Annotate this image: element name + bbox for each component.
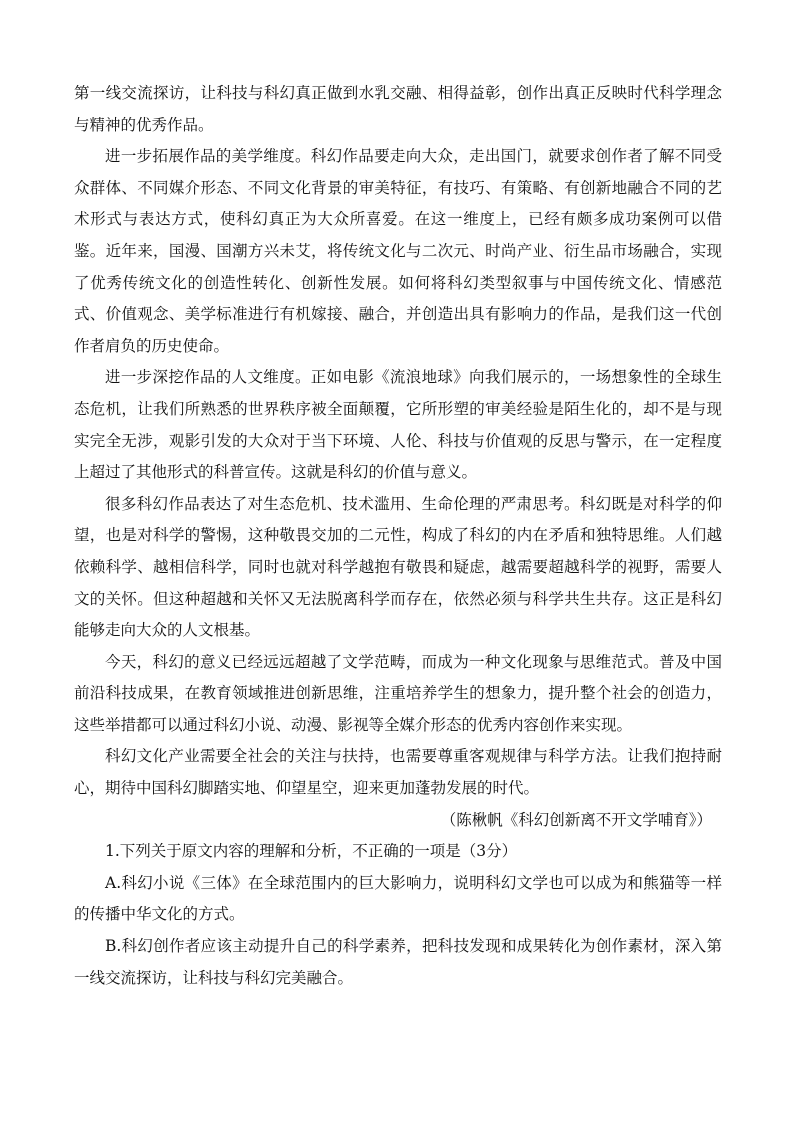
paragraph-industry-support: 科幻文化产业需要全社会的关注与扶持，也需要尊重客观规律与科学方法。让我们抱持耐心，期待中国科幻脚踏实地、仰望星空，迎来更加蓬勃发展的时代。 [74, 747, 722, 798]
paragraph-science-reflection: 很多科幻作品表达了对生态危机、技术滥用、生命伦理的严肃思考。科幻既是对科学的仰望，也是对科学的警惕，这种敬畏交加的二元性，构成了科幻的内在矛盾和独特思维。人们越依赖科学、越相信科学，同时也就对科学越抱有敬畏和疑虑，越需要超越科学的视野，需要人文的关怀。但这种超越和关怀又无法脱离科学而存在，依然必须与科学共生共存。这正是科幻能够走向大众的人文根基。 [74, 494, 722, 640]
paragraph-continuation: 第一线交流探访，让科技与科幻真正做到水乳交融、相得益彰，创作出真正反映时代科学理念与精神的优秀作品。 [74, 84, 722, 134]
document-page [74, 78, 722, 994]
paragraph-cultural-significance: 今天，科幻的意义已经远远超越了文学范畴，而成为一种文化现象与思维范式。普及中国前沿科技成果，在教育领域推进创新思维，注重培养学生的想象力，提升整个社会的创造力，这些举措都可以通过科幻小说、动漫、影视等全媒介形态的优秀内容创作来实现。 [74, 652, 722, 734]
source-citation: （陈楸帆《科幻创新离不开文学哺育》） [440, 810, 712, 829]
paragraph-humanistic-dimension: 进一步深挖作品的人文维度。正如电影《流浪地球》向我们展示的，一场想象性的全球生态危机，让我们所熟悉的世界秩序被全面颠覆，它所形塑的审美经验是陌生化的，却不是与现实完全无涉，观影引发的大众对于当下环境、人伦、科技与价值观的反思与警示，在一定程度上超过了其他形式的科普宣传。这就是科幻的价值与意义。 [74, 368, 722, 482]
option-b: B.科幻创作者应该主动提升自己的科学素养，把科技发现和成果转化为创作素材，深入第一线交流探访，让科技与科幻完美融合。 [74, 937, 722, 987]
option-a: A.科幻小说《三体》在全球范围内的巨大影响力，说明科幻文学也可以成为和熊猫等一样的传播中华文化的方式。 [74, 873, 722, 924]
question-stem: 1.下列关于原文内容的理解和分析，不正确的一项是（3分） [105, 842, 518, 861]
paragraph-aesthetic-dimension: 进一步拓展作品的美学维度。科幻作品要走向大众，走出国门，就要求创作者了解不同受众群体、不同媒介形态、不同文化背景的审美特征，有技巧、有策略、有创新地融合不同的艺术形式与表达方式，使科幻真正为大众所喜爱。在这一维度上，已经有颇多成功案例可以借鉴。近年来，国漫、国潮方兴未艾，将传统文化与二次元、时尚产业、衍生品市场融合，实现了优秀传统文化的创造性转化、创新性发展。如何将科幻类型叙事与中国传统文化、情感范式、价值观念、美学标准进行有机嫁接、融合，并创造出具有影响力的作品，是我们这一代创作者肩负的历史使命。 [74, 147, 722, 355]
